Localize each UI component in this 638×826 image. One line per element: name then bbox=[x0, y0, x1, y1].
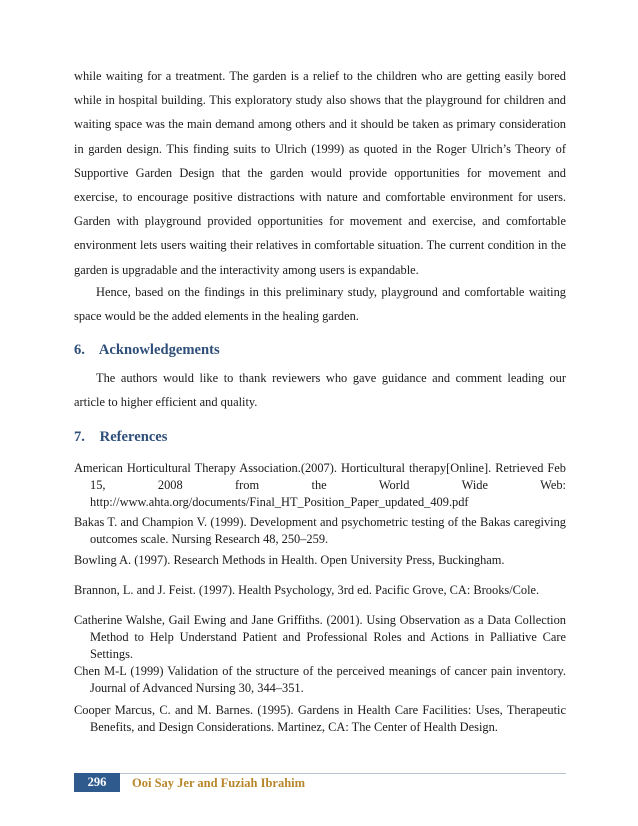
reference-item: Catherine Walshe, Gail Ewing and Jane Griffiths. (2001). Using Observation as a Data Collection Method to Help Understand Patient and Professional Roles and Actions in Palliative Care Settings. bbox=[74, 613, 566, 661]
reference-item: Cooper Marcus, C. and M. Barnes. (1995). Gardens in Health Care Facilities: Uses, Therapeutic Benefits, and Design Considerations. Martinez, CA: The Center of Health Design. bbox=[74, 703, 566, 734]
acknowledgements-number: 6. bbox=[74, 342, 85, 358]
references-title: References bbox=[99, 429, 168, 445]
acknowledgements-title: Acknowledgements bbox=[98, 342, 220, 358]
references-number: 7. bbox=[74, 429, 85, 445]
reference-item: Brannon, L. and J. Feist. (1997). Health Psychology, 3rd ed. Pacific Grove, CA: Brooks/Cole. bbox=[74, 583, 540, 597]
acknowledgements-heading bbox=[74, 342, 220, 359]
reference-item: Chen M-L (1999) Validation of the structure of the perceived meanings of cancer pain inventory. Journal of Advanced Nursing 30, 344–351. bbox=[74, 664, 566, 695]
acknowledgements-text: The authors would like to thank reviewers who gave guidance and comment leading our article to higher efficient and quality. bbox=[74, 371, 566, 410]
reference-item: American Horticultural Therapy Association.(2007). Horticultural therapy[Online]. Retrieved Feb 15, 2008 from the World Wide Web: http://www.ahta.org/documents/Final_HT_Position_Paper_updated_409.pdf bbox=[74, 461, 566, 509]
reference-item: Bowling A. (1997). Research Methods in Health. Open University Press, Buckingham. bbox=[74, 553, 505, 567]
reference-item: Bakas T. and Champion V. (1999). Development and psychometric testing of the Bakas caregiving outcomes scale. Nursing Research 48, 250–259. bbox=[74, 515, 566, 546]
footer-authors: Ooi Say Jer and Fuziah Ibrahim bbox=[132, 776, 306, 790]
body-paragraph-2: Hence, based on the findings in this preliminary study, playground and comfortable waiting space would be the added elements in the healing garden. bbox=[74, 285, 566, 324]
references-heading bbox=[74, 429, 167, 446]
body-paragraph-1: while waiting for a treatment. The garden is a relief to the children who are getting easily bored while in hospital building. This exploratory study also shows that the playground for children and waiting space was the main demand among others and it should be taken as primary consideration in garden design. This finding suits to Ulrich (1999) as quoted in the Roger Ulrich’s Theory of Supportive Garden Design that the garden would provide opportunities for movement and exercise, to encourage positive distractions with nature and comfortable environment for users. Garden with playground provided opportunities for movement and exercise, and comfortable environment lets users waiting their relatives in comfortable situation. The current condition in the garden is upgradable and the interactivity among users is expandable. bbox=[74, 69, 566, 277]
page-number: 296 bbox=[74, 773, 120, 792]
